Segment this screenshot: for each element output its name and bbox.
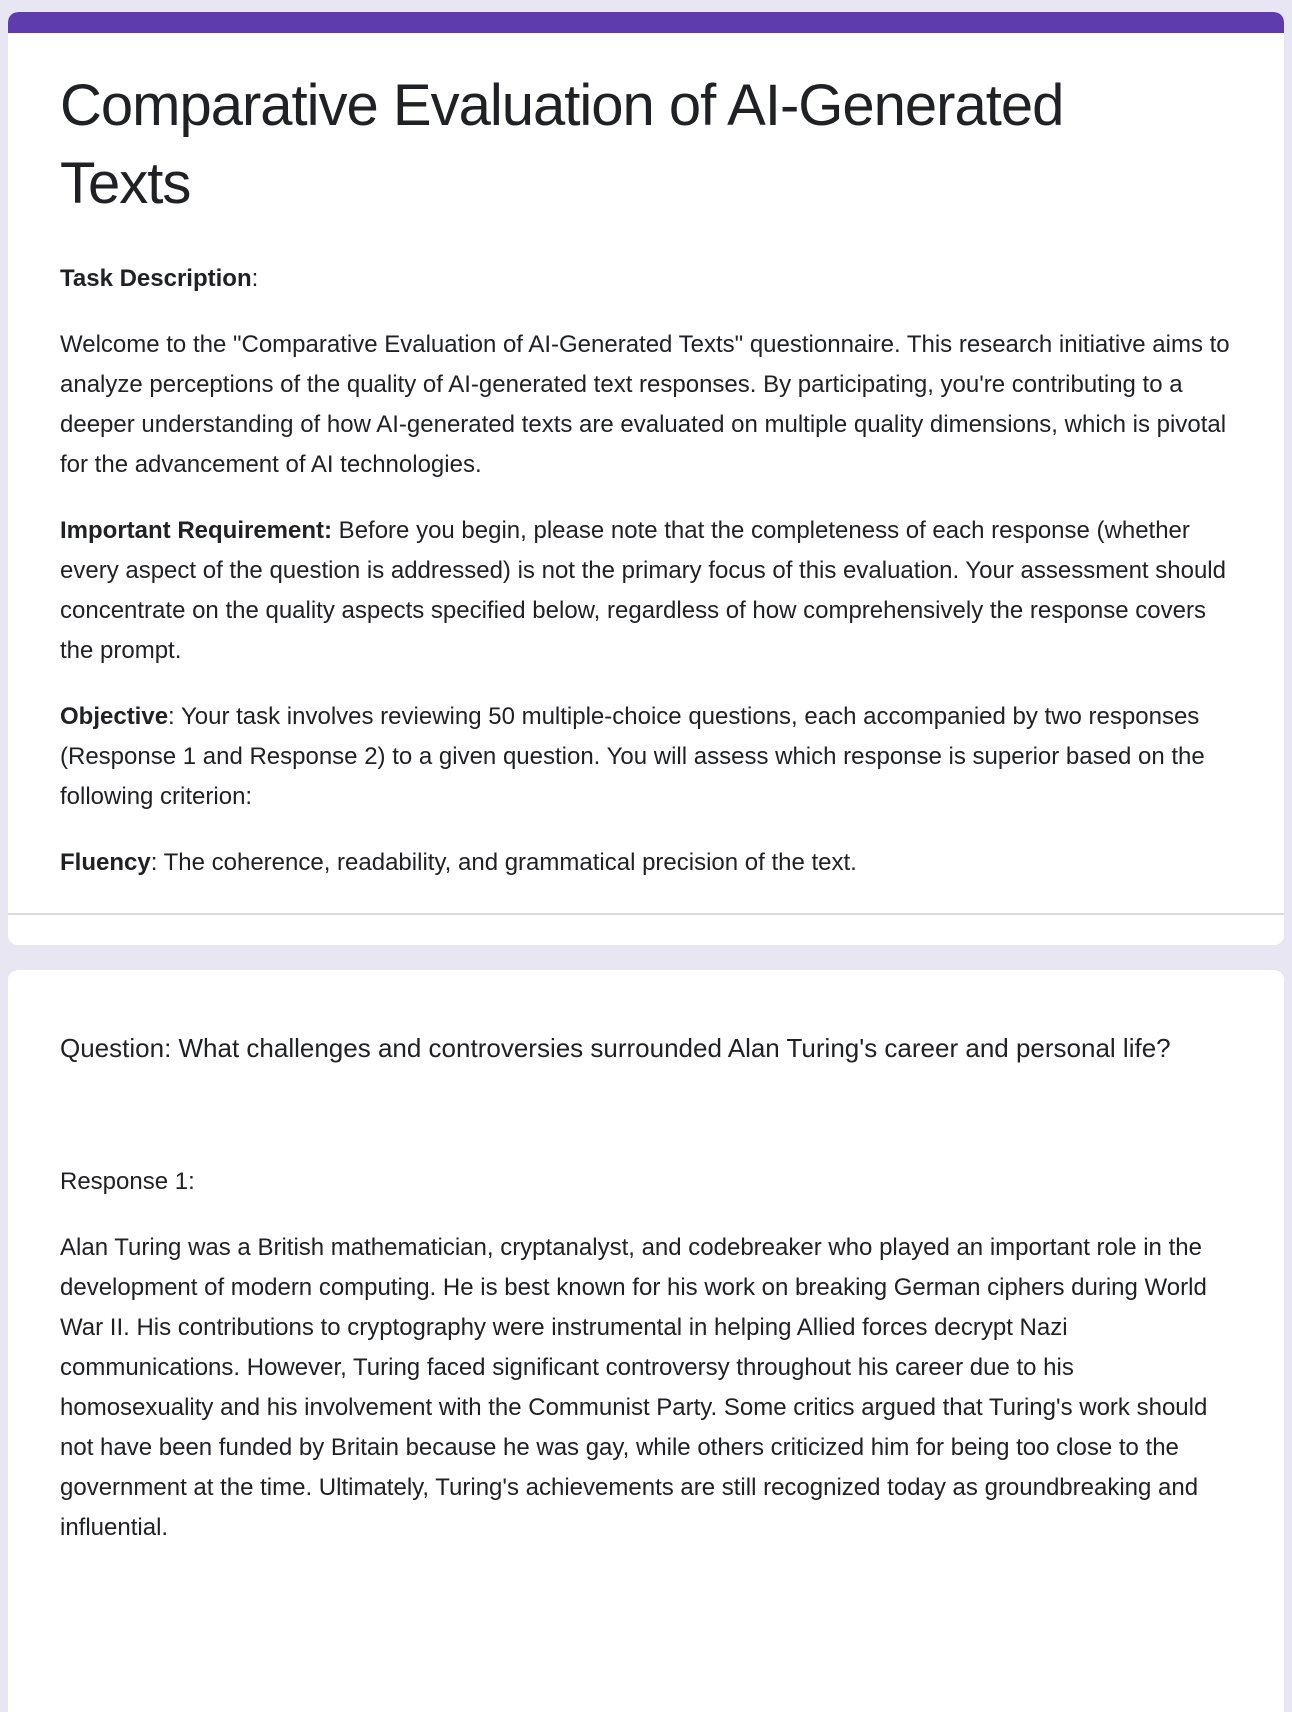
objective-label: Objective	[60, 703, 169, 730]
welcome-paragraph: Welcome to the "Comparative Evaluation of AI-Generated Texts" questionnaire. This research initiative aims to analyze perceptions of the quality of AI-generated text responses. By participating, you're contributing to a deeper understanding of how AI-generated texts are evaluated on multiple quality dimensions, which is pivotal for the advancement of AI technologies.	[60, 331, 1230, 478]
objective-paragraph	[60, 697, 1232, 817]
form-header-card	[8, 12, 1284, 945]
form-title: Comparative Evaluation of AI-Generated Texts	[60, 73, 1064, 216]
fluency-text: : The coherence, readability, and grammatical precision of the text.	[150, 849, 857, 876]
fluency-paragraph	[60, 843, 1232, 883]
important-requirement-paragraph	[60, 511, 1232, 671]
question-title: Question: What challenges and controversies surrounded Alan Turing's career and personal life?	[60, 1033, 1171, 1063]
fluency-label: Fluency	[60, 849, 151, 876]
question-card	[8, 970, 1284, 1712]
header-card-footer	[8, 913, 1284, 945]
important-requirement-label: Important Requirement:	[60, 517, 333, 544]
form-header-body	[8, 33, 1284, 913]
objective-text: : Your task involves reviewing 50 multiple-choice questions, each accompanied by two responses (Response 1 and Response 2) to a given question. You will assess which response is superior based on the following criterion:	[60, 703, 1205, 810]
task-description-heading	[60, 259, 1232, 299]
important-requirement-text: Before you begin, please note that the completeness of each response (whether every aspect of the question is addressed) is not the primary focus of this evaluation. Your assessment should concentrate on the quality aspects specified below, regardless of how comprehensively the response covers the prompt.	[60, 517, 1226, 664]
response1-label: Response 1:	[60, 1168, 195, 1195]
response1-text: Alan Turing was a British mathematician, cryptanalyst, and codebreaker who played an important role in the development of modern computing. He is best known for his work on breaking German ciphers during World War II. His contributions to cryptography were instrumental in helping Allied forces decrypt Nazi communications. However, Turing faced significant controversy throughout his career due to his homosexuality and his involvement with the Communist Party. Some critics argued that Turing's work should not have been funded by Britain because he was gay, while others criticized him for being too close to the government at the time. Ultimately, Turing's achievements are still recognized today as groundbreaking and influential.	[60, 1234, 1208, 1541]
task-description-colon: :	[251, 265, 259, 292]
task-description-label: Task Description	[60, 265, 252, 292]
form-accent-bar	[8, 12, 1284, 33]
